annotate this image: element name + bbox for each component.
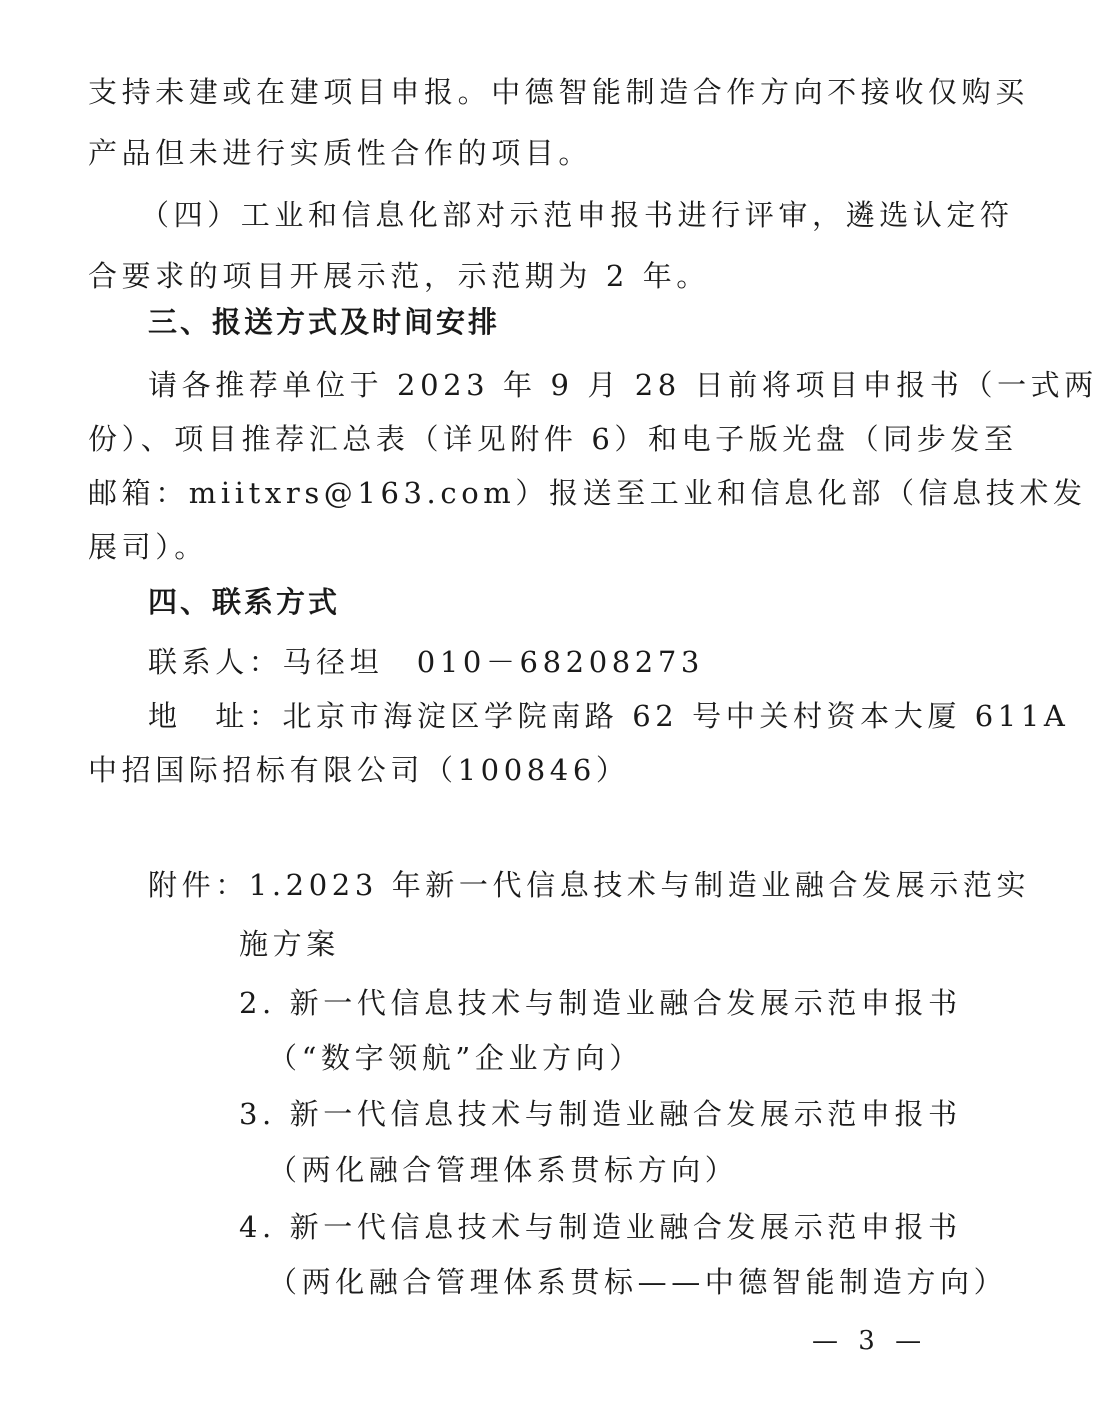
- paragraph-line: 产品但未进行实质性合作的项目。: [88, 136, 593, 170]
- paragraph-line: 合要求的项目开展示范，示范期为 2 年。: [88, 259, 710, 293]
- paragraph-line: 展司）。: [88, 530, 208, 564]
- attachment-item: 附件：1.2023 年新一代信息技术与制造业融合发展示范实: [148, 868, 1031, 902]
- contact-line: 联系人：马径坦 010－68208273: [148, 645, 704, 679]
- attachment-item: 3. 新一代信息技术与制造业融合发展示范申报书: [239, 1097, 962, 1131]
- attachment-item: 4. 新一代信息技术与制造业融合发展示范申报书: [239, 1210, 962, 1244]
- attachment-item: 施方案: [239, 927, 340, 961]
- paragraph-line: 请各推荐单位于 2023 年 9 月 28 日前将项目申报书（一式两: [148, 368, 1098, 402]
- paragraph-line: 邮箱：miitxrs@163.com）报送至工业和信息化部（信息技术发: [88, 476, 1087, 510]
- address-line: 地 址：北京市海淀区学院南路 62 号中关村资本大厦 611A: [148, 699, 1070, 733]
- attachment-item: 2. 新一代信息技术与制造业融合发展示范申报书: [239, 986, 962, 1020]
- section-heading: 三、报送方式及时间安排: [148, 305, 501, 339]
- attachment-item: （“数字领航”企业方向）: [268, 1041, 643, 1075]
- attachment-item: （两化融合管理体系贯标方向）: [268, 1153, 739, 1187]
- page-number: — 3 —: [812, 1326, 928, 1356]
- paragraph-line: 份）、项目推荐汇总表（详见附件 6）和电子版光盘（同步发至: [88, 422, 1018, 456]
- paragraph-line: 支持未建或在建项目申报。中德智能制造合作方向不接收仅购买: [88, 75, 1029, 109]
- paragraph-line: （四）工业和信息化部对示范申报书进行评审，遴选认定符: [140, 198, 1014, 232]
- address-line: 中招国际招标有限公司（100846）: [88, 753, 630, 787]
- attachment-item: （两化融合管理体系贯标——中德智能制造方向）: [268, 1265, 1008, 1299]
- section-heading: 四、联系方式: [148, 585, 341, 619]
